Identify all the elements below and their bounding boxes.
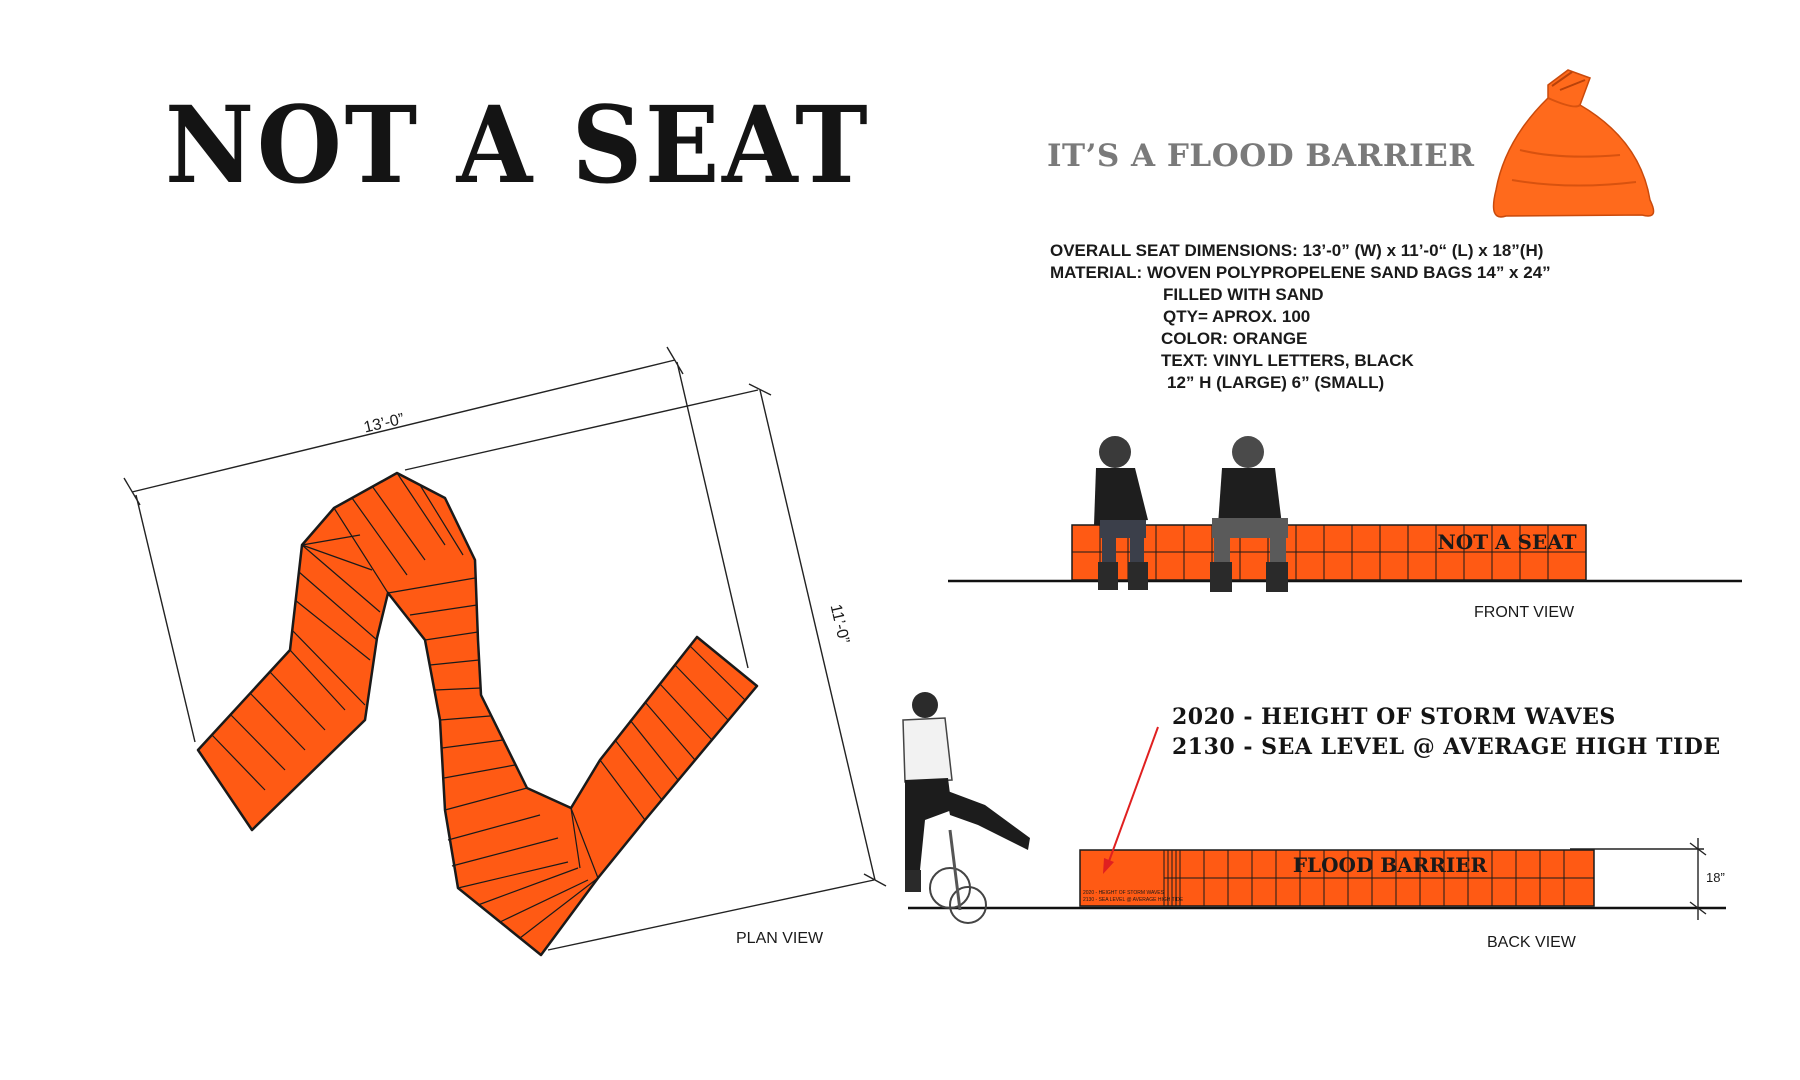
- plan-dim-length-label: 11’-0”: [826, 602, 853, 646]
- back-bench-small-text-1: 2020 - HEIGHT OF STORM WAVES: [1083, 890, 1164, 896]
- cyclist-figure: [903, 692, 1030, 923]
- back-height-dim-label: 18”: [1706, 870, 1725, 885]
- plan-barrier-shape: [198, 473, 757, 955]
- front-view-label: FRONT VIEW: [1474, 604, 1575, 621]
- page-subtitle: IT’S A FLOOD BARRIER: [1047, 138, 1475, 174]
- annotation-line-2: 2130 - SEA LEVEL @ AVERAGE HIGH TIDE: [1172, 734, 1721, 760]
- back-view-label: BACK VIEW: [1487, 934, 1576, 951]
- back-bench-text: FLOOD BARRIER: [1292, 853, 1488, 877]
- plan-dim-width-label: 13’-0”: [362, 410, 406, 437]
- front-view: [948, 436, 1742, 592]
- spec-qty: QTY= APROX. 100: [1163, 307, 1311, 326]
- spec-text-size: 12” H (LARGE) 6” (SMALL): [1167, 373, 1385, 392]
- spec-fill: FILLED WITH SAND: [1163, 285, 1324, 304]
- spec-material: MATERIAL: WOVEN POLYPROPELENE SAND BAGS 14” x 24”: [1050, 263, 1551, 282]
- back-bench-small-text-2: 2130 - SEA LEVEL @ AVERAGE HIGH TIDE: [1083, 897, 1184, 903]
- storm-annotation: [1172, 702, 1721, 762]
- spec-color: COLOR: ORANGE: [1161, 329, 1308, 348]
- page-title: NOT A SEAT: [165, 82, 871, 207]
- front-bench-text: NOT A SEAT: [1437, 530, 1577, 554]
- annotation-line-1: 2020 - HEIGHT OF STORM WAVES: [1172, 704, 1616, 730]
- plan-view-label: PLAN VIEW: [736, 930, 824, 947]
- sandbag-icon: [1494, 70, 1654, 217]
- spec-list: [1050, 240, 1551, 394]
- spec-dimensions: OVERALL SEAT DIMENSIONS: 13’-0” (W) x 11’-0“ (L) x 18”(H): [1050, 241, 1544, 260]
- spec-text: TEXT: VINYL LETTERS, BLACK: [1161, 351, 1414, 370]
- plan-view: [124, 347, 886, 955]
